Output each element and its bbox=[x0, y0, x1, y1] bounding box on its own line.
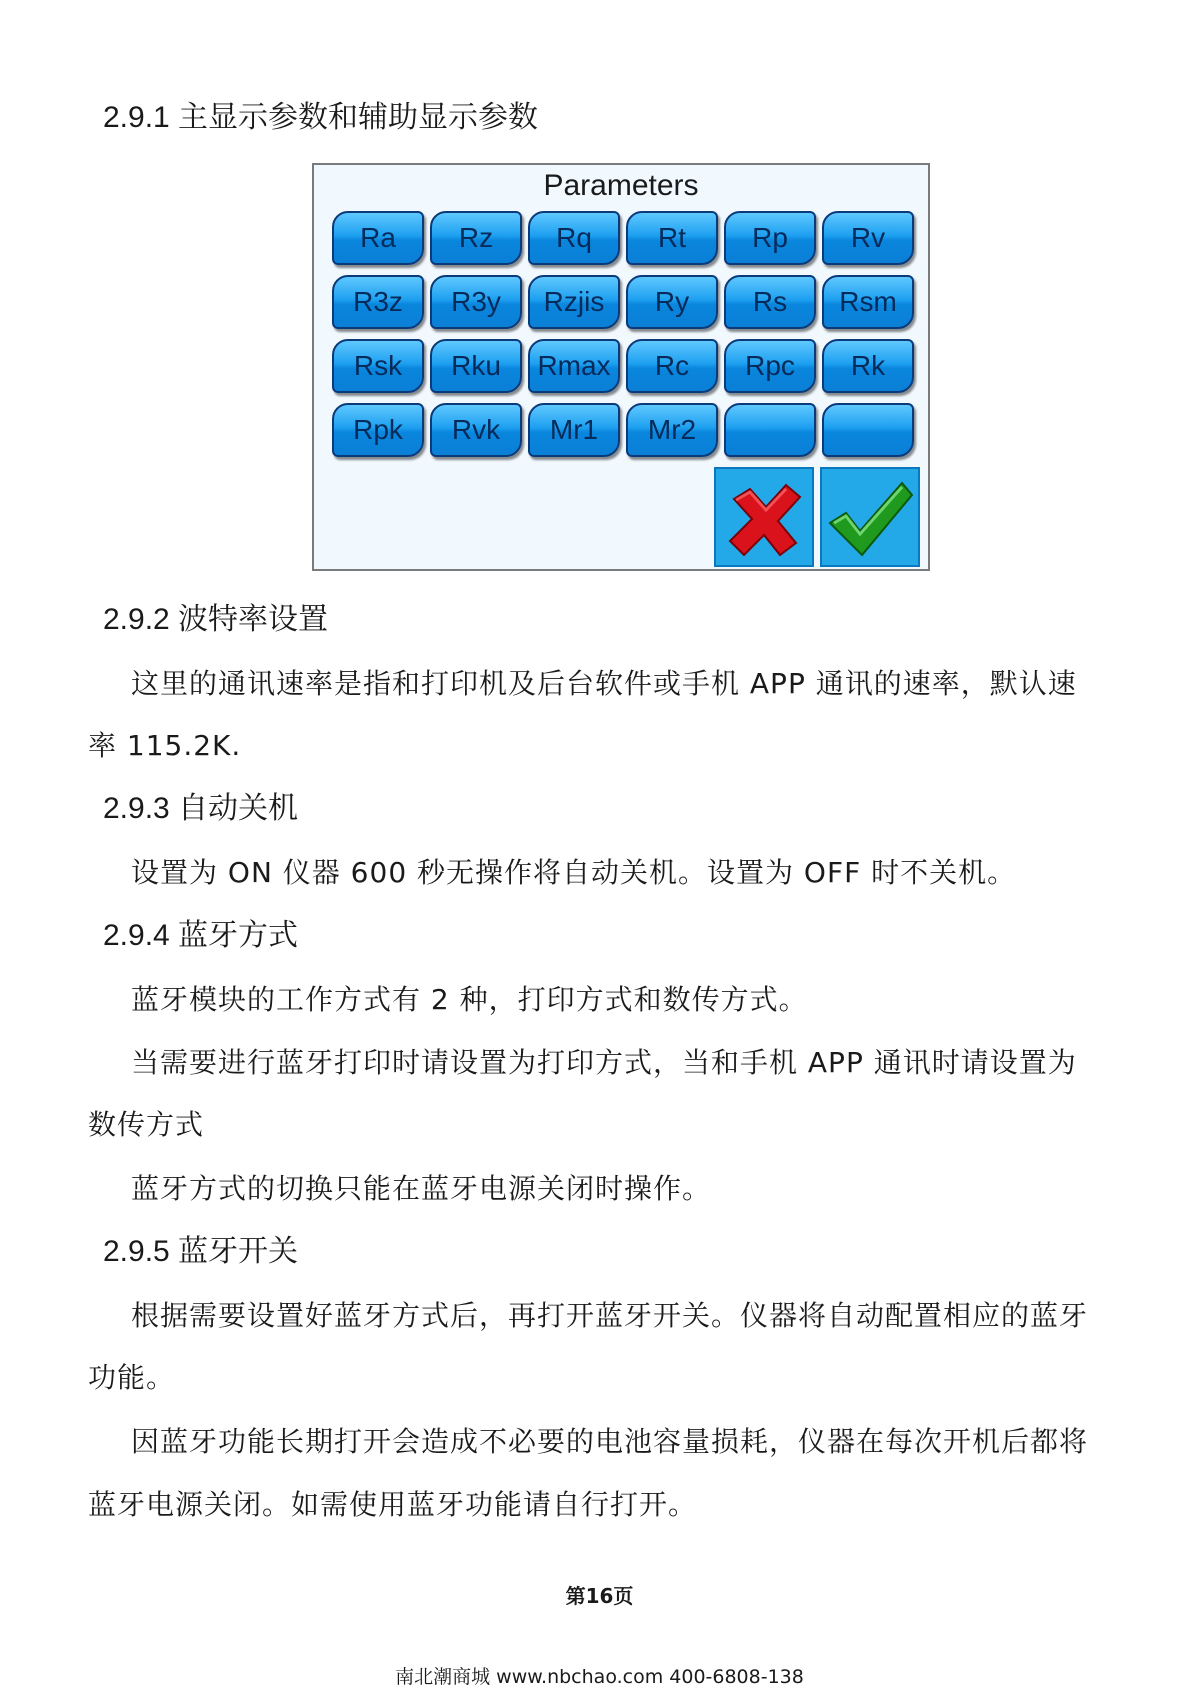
paragraph: 蓝牙方式的切换只能在蓝牙电源关闭时操作。 bbox=[131, 1172, 712, 1205]
param-button-rpk[interactable]: Rpk bbox=[332, 403, 424, 457]
param-button-rz[interactable]: Rz bbox=[430, 211, 522, 265]
heading-2-9-2: 2.9.2 波特率设置 bbox=[103, 603, 329, 636]
param-button-rvk[interactable]: Rvk bbox=[430, 403, 522, 457]
green-check-icon bbox=[822, 469, 918, 565]
param-button-rpc[interactable]: Rpc bbox=[724, 339, 816, 393]
screen-title: Parameters bbox=[543, 169, 699, 202]
parameters-screen bbox=[312, 163, 930, 571]
param-button-rsk[interactable]: Rsk bbox=[332, 339, 424, 393]
site-footer: 南北潮商城 www.nbchao.com 400-6808-138 bbox=[395, 1666, 804, 1688]
paragraph: 数传方式 bbox=[88, 1108, 205, 1141]
heading-2-9-5: 2.9.5 蓝牙开关 bbox=[103, 1235, 299, 1268]
param-button-mr2[interactable]: Mr2 bbox=[626, 403, 718, 457]
param-button-rc[interactable]: Rc bbox=[626, 339, 718, 393]
param-button-r3y[interactable]: R3y bbox=[430, 275, 522, 329]
paragraph: 根据需要设置好蓝牙方式后，再打开蓝牙开关。仪器将自动配置相应的蓝牙 bbox=[131, 1299, 1089, 1332]
param-button-rmax[interactable]: Rmax bbox=[528, 339, 620, 393]
param-button-rzjis[interactable]: Rzjis bbox=[528, 275, 620, 329]
param-button-rk[interactable]: Rk bbox=[822, 339, 914, 393]
param-button-rq[interactable]: Rq bbox=[528, 211, 620, 265]
paragraph: 因蓝牙功能长期打开会造成不必要的电池容量损耗，仪器在每次开机后都将 bbox=[131, 1425, 1089, 1458]
param-button-rp[interactable]: Rp bbox=[724, 211, 816, 265]
param-button-rsm[interactable]: Rsm bbox=[822, 275, 914, 329]
red-x-icon bbox=[716, 469, 812, 565]
paragraph: 这里的通讯速率是指和打印机及后台软件或手机 APP 通讯的速率，默认速 bbox=[131, 667, 1077, 700]
paragraph: 蓝牙模块的工作方式有 2 种，打印方式和数传方式。 bbox=[131, 983, 808, 1016]
heading-2-9-3: 2.9.3 自动关机 bbox=[103, 792, 299, 825]
param-button-blank-2[interactable] bbox=[822, 403, 914, 457]
page-number: 第16页 bbox=[565, 1584, 634, 1608]
param-button-rt[interactable]: Rt bbox=[626, 211, 718, 265]
param-button-rs[interactable]: Rs bbox=[724, 275, 816, 329]
param-button-r3z[interactable]: R3z bbox=[332, 275, 424, 329]
cancel-button[interactable] bbox=[714, 467, 814, 567]
param-button-rv[interactable]: Rv bbox=[822, 211, 914, 265]
paragraph: 当需要进行蓝牙打印时请设置为打印方式，当和手机 APP 通讯时请设置为 bbox=[131, 1046, 1077, 1079]
param-button-rku[interactable]: Rku bbox=[430, 339, 522, 393]
paragraph: 率 115.2K. bbox=[88, 729, 242, 762]
heading-2-9-1: 2.9.1 主显示参数和辅助显示参数 bbox=[103, 101, 539, 134]
param-button-blank-1[interactable] bbox=[724, 403, 816, 457]
param-button-ry[interactable]: Ry bbox=[626, 275, 718, 329]
param-button-mr1[interactable]: Mr1 bbox=[528, 403, 620, 457]
paragraph: 设置为 ON 仪器 600 秒无操作将自动关机。设置为 OFF 时不关机。 bbox=[131, 856, 1017, 889]
paragraph: 功能。 bbox=[88, 1361, 176, 1394]
paragraph: 蓝牙电源关闭。如需使用蓝牙功能请自行打开。 bbox=[88, 1488, 698, 1521]
heading-2-9-4: 2.9.4 蓝牙方式 bbox=[103, 919, 299, 952]
confirm-button[interactable] bbox=[820, 467, 920, 567]
param-button-ra[interactable]: Ra bbox=[332, 211, 424, 265]
